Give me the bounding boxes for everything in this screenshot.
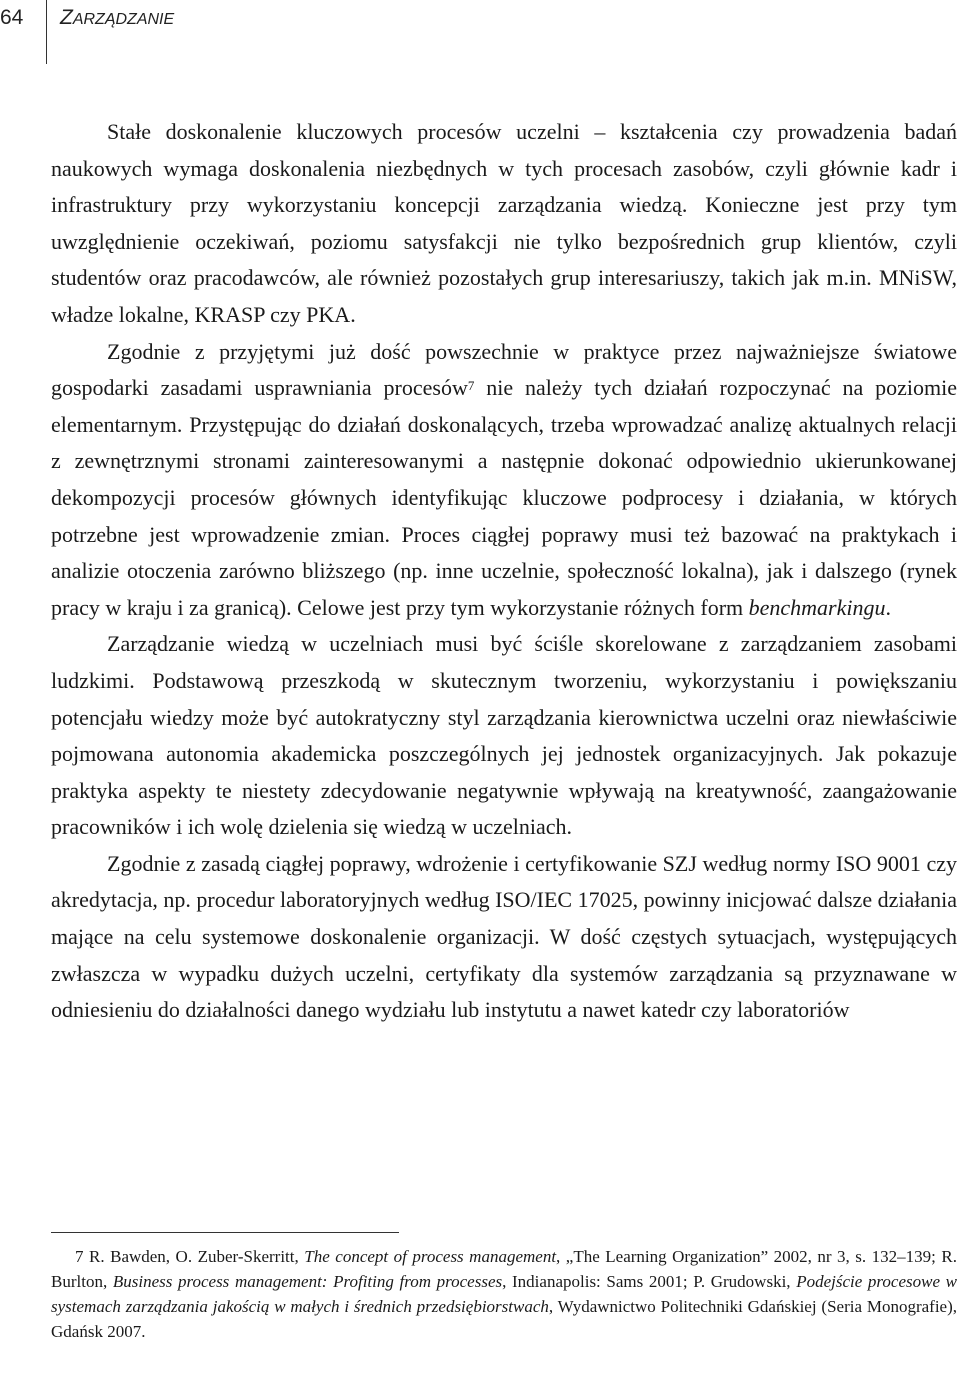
footnote-segment: , Indianapolis: Sams 2001; P. Grudowski, bbox=[502, 1272, 797, 1291]
footnote-text bbox=[51, 1244, 957, 1344]
body-text bbox=[51, 114, 957, 1029]
paragraph-2-end: . bbox=[885, 594, 891, 620]
footnote-segment: , „The Learning Organization” 2002, nr 3, s. 132–139; R. Burlton, bbox=[51, 1247, 957, 1291]
footnote-segment: R. Bawden, O. Zuber-Skerritt, bbox=[83, 1247, 305, 1266]
paragraph-2-part-a: Zgodnie z przyjętymi już dość powszechnie w praktyce przez najważniejsze światowe gospodarki zasadami usprawniania procesów bbox=[51, 338, 957, 401]
footnote-title: Business process management: Profiting from processes bbox=[112, 1272, 503, 1291]
footnote-title: The concept of process management bbox=[304, 1247, 557, 1266]
footnote-number: 7 bbox=[75, 1247, 84, 1266]
paragraph-2 bbox=[51, 334, 957, 627]
running-head-initial: Z bbox=[60, 6, 73, 29]
page-number: 64 bbox=[0, 6, 24, 29]
footnote-divider bbox=[51, 1232, 399, 1233]
footnote bbox=[51, 1244, 957, 1344]
paragraph-1: Stałe doskonalenie kluczowych procesów uczelni – kształcenia czy prowadzenia badań naukowych wymaga doskonalenia niezbędnych w tych procesach zasobów, czyli głównie kadr i infrastruktury przy wykorzystaniu koncepcji zarządzania wiedzą. Konieczne jest przy tym uwzględnienie oczekiwań, poziomu satysfakcji nie tylko bezpośrednich grup klientów, czyli studentów oraz pracodawców, ale również pozostałych grup interesariuszy, takich jak m.in. MNiSW, władze lokalne, KRASP czy PKA. bbox=[51, 119, 957, 327]
footnote-segment: , Wydawnictwo Politechniki Gdańskiej (Seria Monografie), Gdańsk 2007. bbox=[51, 1297, 957, 1341]
running-head-rest: ARZĄDZANIE bbox=[72, 11, 175, 28]
paragraph-4: Zgodnie z zasadą ciągłej poprawy, wdrożenie i certyfikowanie SZJ według normy ISO 9001 czy akredytacja, np. procedur laboratoryjnych według ISO/IEC 17025, powinny inicjować dalsze działania mające na celu systemowe doskonalenie organizacji. W dość częstych sytuacjach, występujących zwłaszcza w wypadku dużych uczelni, certyfikaty dla systemów zarządzania są przyznawane w odniesieniu do działalności danego wydziału lub instytutu a nawet katedr czy laboratoriów bbox=[51, 850, 957, 1023]
header-divider bbox=[46, 0, 47, 64]
paragraph-2-italic-term: benchmarkingu bbox=[748, 594, 886, 620]
footnote-reference[interactable]: 7 bbox=[467, 378, 475, 394]
paragraph-2-part-b: nie należy tych działań rozpoczynać na poziomie elementarnym. Przystępując do działań doskonalących, trzeba wprowadzać analizę aktualnych relacji z zewnętrznymi stronami zainteresowanymi a następnie dokonać odpowiednio ukierunkowanej dekompozycji procesów głównych identyfikując kluczowe podprocesy i działania, w których potrzebne jest wprowadzenie zmian. Proces ciągłej poprawy musi też bazować na praktykach i analizie otoczenia zarówno bliższego (np. inne uczelnie, społeczność lokalna), jak i dalszego (rynek pracy w kraju i za granicą). Celowe jest przy tym wykorzystanie różnych form bbox=[51, 375, 957, 620]
running-head bbox=[60, 6, 174, 30]
footnote-title: Podejście procesowe w systemach zarządzania jakością w małych i średnich przedsiębiorstwach bbox=[51, 1272, 957, 1316]
page-header bbox=[0, 0, 960, 66]
paragraph-3: Zarządzanie wiedzą w uczelniach musi być ściśle skorelowane z zarządzaniem zasobami ludzkimi. Podstawową przeszkodą w skutecznym tworzeniu, wykorzystaniu i powiększaniu potencjału wiedzy może być autokratyczny styl zarządzania kierownictwa uczelni oraz niewłaściwie pojmowana autonomia akademicka poszczególnych jej jednostek organizacyjnych. Jak pokazuje praktyka aspekty te niestety zdecydowanie negatywnie wpływają na kreatywność, zaangażowanie pracowników i ich wolę dzielenia się wiedzą w uczelniach. bbox=[51, 631, 957, 840]
